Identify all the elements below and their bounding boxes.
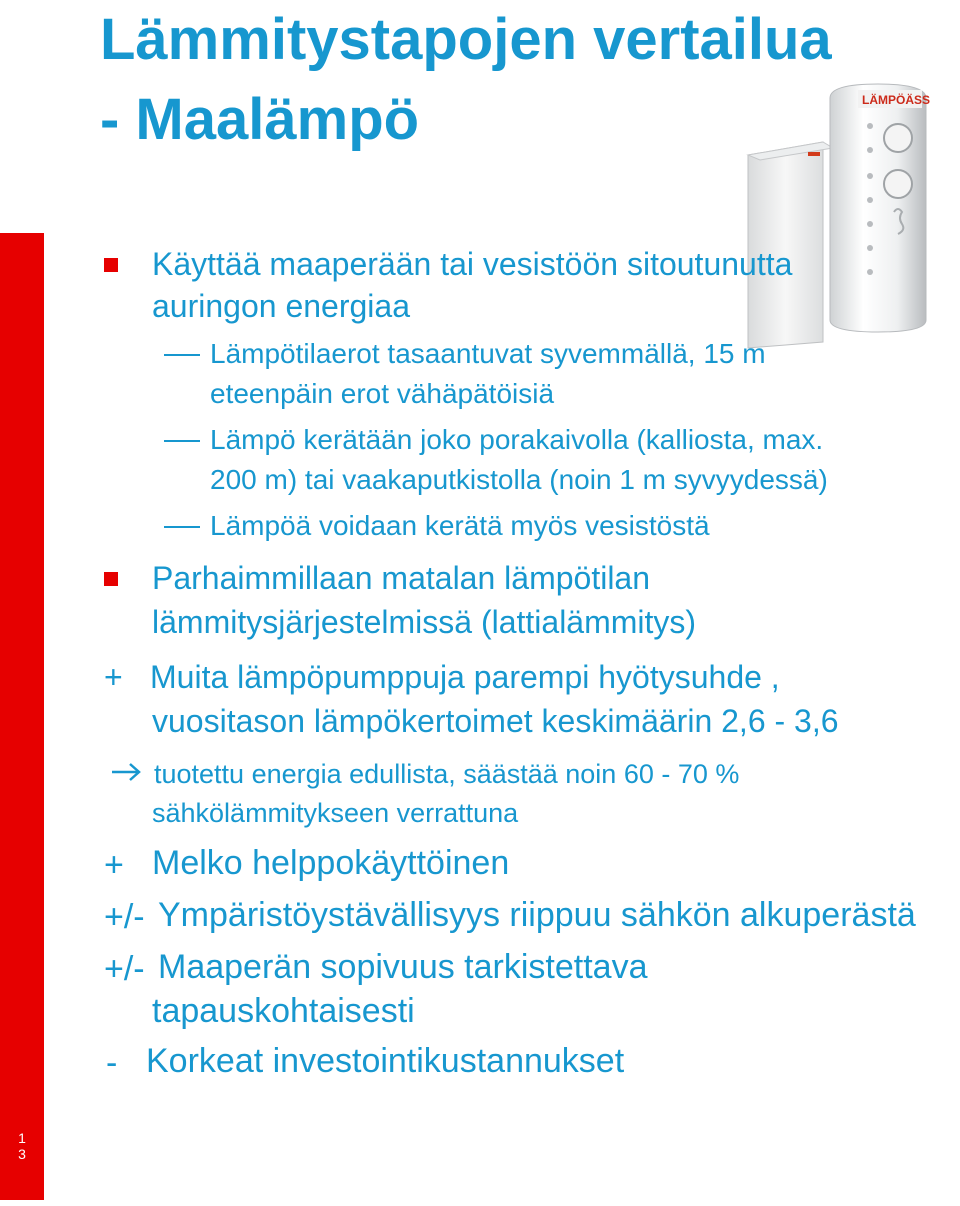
plus-marker: + — [104, 846, 124, 884]
sub-bullet-text-continued: eteenpäin erot vähäpätöisiä — [210, 378, 555, 409]
mixed-text: Ympäristöystävällisyys riippuu sähkön alkuperästä — [158, 896, 916, 934]
sub-bullet-text: Lämpöä voidaan kerätä myös vesistöstä — [210, 510, 710, 541]
mixed-text-continued: tapauskohtaisesti — [152, 992, 415, 1030]
sidebar-accent-bar — [0, 233, 44, 1200]
square-bullet-icon — [104, 572, 118, 586]
dash-icon — [164, 526, 200, 528]
pro-text: Muita lämpöpumppuja parempi hyötysuhde , — [150, 659, 780, 695]
slide-number — [12, 1130, 32, 1162]
plus-minus-marker: +/- — [104, 898, 145, 936]
bullet-text-continued: auringon energiaa — [152, 288, 410, 324]
pro-text: Melko helppokäyttöinen — [152, 844, 510, 882]
result-text: tuotettu energia edullista, säästää noin 60 - 70 % — [154, 759, 740, 789]
bullet-text-continued: lämmitysjärjestelmissä (lattialämmitys) — [152, 604, 697, 640]
minus-marker: - — [106, 1044, 118, 1082]
page-title — [100, 0, 832, 160]
con-text: Korkeat investointikustannukset — [146, 1042, 625, 1080]
page-title-line-2: - Maalämpö — [100, 87, 420, 152]
page-title-line-1: Lämmitystapojen vertailua — [100, 7, 832, 72]
sub-bullet-text: Lämpö kerätään joko porakaivolla (kalliosta, max. — [210, 424, 824, 455]
bullet-text: Käyttää maaperään tai vesistöön sitoutunutta — [152, 246, 793, 282]
sub-bullet-text-continued: 200 m) tai vaakaputkistolla (noin 1 m syvyydessä) — [210, 464, 828, 495]
bullet-text: Parhaimmillaan matalan lämpötilan — [152, 560, 651, 596]
mixed-text: Maaperän sopivuus tarkistettava — [158, 948, 648, 986]
dash-icon — [164, 440, 200, 442]
plus-minus-marker: +/- — [104, 950, 145, 988]
result-text-continued: sähkölämmitykseen verrattuna — [152, 798, 519, 828]
pro-text-continued: vuositason lämpökertoimet keskimäärin 2,6 - 3,6 — [152, 703, 839, 739]
square-bullet-icon — [104, 258, 118, 272]
plus-marker: + — [104, 659, 123, 695]
right-arrow-icon — [110, 760, 144, 784]
slide-number-line-1: 1 — [18, 1130, 26, 1146]
dash-icon — [164, 354, 200, 356]
sub-bullet-text: Lämpötilaerot tasaantuvat syvemmällä, 15 m — [210, 338, 766, 369]
tank-brand-logo: LÄMPÖÄSS — [862, 93, 931, 107]
heat-pump-image — [738, 80, 938, 350]
slide-number-line-2: 3 — [18, 1146, 26, 1162]
